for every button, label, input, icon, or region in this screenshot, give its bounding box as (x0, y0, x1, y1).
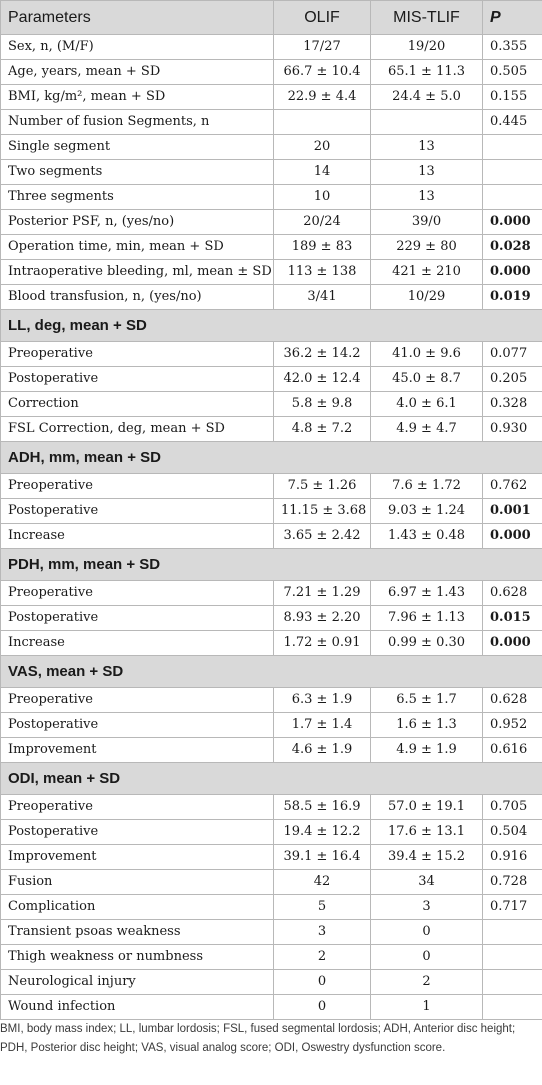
mis-tlif-value: 6.5 ± 1.7 (371, 688, 483, 713)
row-label: Single segment (1, 135, 274, 160)
section-header-row (1, 656, 542, 688)
header-olif: OLIF (274, 1, 371, 35)
olif-value: 42.0 ± 12.4 (274, 367, 371, 392)
mis-tlif-value: 19/20 (371, 35, 483, 60)
p-value: 0.717 (483, 895, 542, 920)
mis-tlif-value: 1.43 ± 0.48 (371, 524, 483, 549)
row-label: Blood transfusion, n, (yes/no) (1, 285, 274, 310)
mis-tlif-value: 0 (371, 945, 483, 970)
olif-value: 8.93 ± 2.20 (274, 606, 371, 631)
p-value (483, 995, 542, 1020)
row-label: Improvement (1, 845, 274, 870)
olif-value: 22.9 ± 4.4 (274, 85, 371, 110)
table-row (1, 606, 542, 631)
row-label: Posterior PSF, n, (yes/no) (1, 210, 274, 235)
section-label: ADH, mm, mean + SD (1, 442, 542, 474)
olif-value: 2 (274, 945, 371, 970)
table-row (1, 688, 542, 713)
table-row (1, 845, 542, 870)
mis-tlif-value: 17.6 ± 13.1 (371, 820, 483, 845)
mis-tlif-value: 2 (371, 970, 483, 995)
row-label: Increase (1, 631, 274, 656)
p-value: 0.628 (483, 688, 542, 713)
table-row (1, 235, 542, 260)
header-p-value: P (483, 1, 542, 35)
row-label: Age, years, mean + SD (1, 60, 274, 85)
row-label: Fusion (1, 870, 274, 895)
p-value: 0.000 (483, 524, 542, 549)
mis-tlif-value: 7.6 ± 1.72 (371, 474, 483, 499)
mis-tlif-value: 41.0 ± 9.6 (371, 342, 483, 367)
row-label: Thigh weakness or numbness (1, 945, 274, 970)
mis-tlif-value: 13 (371, 160, 483, 185)
mis-tlif-value: 0 (371, 920, 483, 945)
olif-value: 10 (274, 185, 371, 210)
p-value (483, 160, 542, 185)
olif-value: 17/27 (274, 35, 371, 60)
table-row (1, 35, 542, 60)
p-value: 0.328 (483, 392, 542, 417)
mis-tlif-value: 13 (371, 135, 483, 160)
olif-value: 14 (274, 160, 371, 185)
p-value: 0.628 (483, 581, 542, 606)
table-row (1, 474, 542, 499)
olif-value: 66.7 ± 10.4 (274, 60, 371, 85)
row-label: Transient psoas weakness (1, 920, 274, 945)
row-label: Postoperative (1, 367, 274, 392)
row-label: Two segments (1, 160, 274, 185)
header-parameters: Parameters (1, 1, 274, 35)
p-value (483, 135, 542, 160)
table-row (1, 417, 542, 442)
mis-tlif-value: 39.4 ± 15.2 (371, 845, 483, 870)
p-value: 0.728 (483, 870, 542, 895)
olif-value: 7.5 ± 1.26 (274, 474, 371, 499)
p-value: 0.762 (483, 474, 542, 499)
row-label: Three segments (1, 185, 274, 210)
p-value (483, 185, 542, 210)
table-row (1, 581, 542, 606)
table-row (1, 895, 542, 920)
table-row (1, 392, 542, 417)
olif-value: 11.15 ± 3.68 (274, 499, 371, 524)
p-value: 0.505 (483, 60, 542, 85)
mis-tlif-value: 3 (371, 895, 483, 920)
p-value: 0.705 (483, 795, 542, 820)
table-row (1, 85, 542, 110)
olif-value: 19.4 ± 12.2 (274, 820, 371, 845)
p-value: 0.001 (483, 499, 542, 524)
olif-value: 189 ± 83 (274, 235, 371, 260)
section-header-row (1, 549, 542, 581)
mis-tlif-value: 4.9 ± 1.9 (371, 738, 483, 763)
p-value: 0.952 (483, 713, 542, 738)
olif-value: 5 (274, 895, 371, 920)
row-label: Preoperative (1, 581, 274, 606)
table-row (1, 499, 542, 524)
row-label: Postoperative (1, 499, 274, 524)
p-value: 0.015 (483, 606, 542, 631)
table-row (1, 367, 542, 392)
table-row (1, 920, 542, 945)
olif-value: 3.65 ± 2.42 (274, 524, 371, 549)
mis-tlif-value: 1.6 ± 1.3 (371, 713, 483, 738)
mis-tlif-value: 4.0 ± 6.1 (371, 392, 483, 417)
table-row (1, 713, 542, 738)
mis-tlif-value: 1 (371, 995, 483, 1020)
olif-value: 20 (274, 135, 371, 160)
mis-tlif-value: 13 (371, 185, 483, 210)
p-value: 0.077 (483, 342, 542, 367)
p-value: 0.445 (483, 110, 542, 135)
table-row (1, 260, 542, 285)
olif-value: 42 (274, 870, 371, 895)
mis-tlif-value: 421 ± 210 (371, 260, 483, 285)
section-label: ODI, mean + SD (1, 763, 542, 795)
table-row (1, 945, 542, 970)
mis-tlif-value: 34 (371, 870, 483, 895)
table-row (1, 60, 542, 85)
p-value: 0.000 (483, 260, 542, 285)
mis-tlif-value: 9.03 ± 1.24 (371, 499, 483, 524)
table-row (1, 285, 542, 310)
table-row (1, 185, 542, 210)
table-row (1, 631, 542, 656)
row-label: Preoperative (1, 795, 274, 820)
mis-tlif-value: 10/29 (371, 285, 483, 310)
p-value (483, 945, 542, 970)
p-value: 0.000 (483, 210, 542, 235)
table-row (1, 970, 542, 995)
table-row (1, 524, 542, 549)
table-row (1, 160, 542, 185)
row-label: Operation time, min, mean + SD (1, 235, 274, 260)
table-row (1, 820, 542, 845)
section-label: LL, deg, mean + SD (1, 310, 542, 342)
olif-value: 58.5 ± 16.9 (274, 795, 371, 820)
row-label: Number of fusion Segments, n (1, 110, 274, 135)
row-label: Correction (1, 392, 274, 417)
table-body (1, 35, 542, 1020)
p-value: 0.028 (483, 235, 542, 260)
section-label: VAS, mean + SD (1, 656, 542, 688)
mis-tlif-value (371, 110, 483, 135)
row-label: Complication (1, 895, 274, 920)
mis-tlif-value: 45.0 ± 8.7 (371, 367, 483, 392)
mis-tlif-value: 4.9 ± 4.7 (371, 417, 483, 442)
row-label: Improvement (1, 738, 274, 763)
p-value: 0.355 (483, 35, 542, 60)
olif-value: 39.1 ± 16.4 (274, 845, 371, 870)
p-value: 0.155 (483, 85, 542, 110)
olif-value: 7.21 ± 1.29 (274, 581, 371, 606)
mis-tlif-value: 229 ± 80 (371, 235, 483, 260)
row-label: Neurological injury (1, 970, 274, 995)
table-row (1, 342, 542, 367)
p-value: 0.019 (483, 285, 542, 310)
table-row (1, 995, 542, 1020)
olif-value: 4.6 ± 1.9 (274, 738, 371, 763)
section-header-row (1, 763, 542, 795)
section-header-row (1, 310, 542, 342)
olif-value: 3 (274, 920, 371, 945)
row-label: Preoperative (1, 342, 274, 367)
table-row (1, 738, 542, 763)
p-value: 0.616 (483, 738, 542, 763)
row-label: Postoperative (1, 820, 274, 845)
row-label: Intraoperative bleeding, ml, mean ± SD (1, 260, 274, 285)
table-row (1, 210, 542, 235)
table-row (1, 870, 542, 895)
table-footnote: BMI, body mass index; LL, lumbar lordosis; FSL, fused segmental lordosis; ADH, Anterior disc height; PDH, Posterior disc height; VAS, visual analog score; ODI, Oswestry dysfunction score. (0, 1023, 516, 1054)
row-label: Sex, n, (M/F) (1, 35, 274, 60)
row-label: Increase (1, 524, 274, 549)
olif-value: 0 (274, 995, 371, 1020)
mis-tlif-value: 57.0 ± 19.1 (371, 795, 483, 820)
mis-tlif-value: 6.97 ± 1.43 (371, 581, 483, 606)
olif-value: 1.72 ± 0.91 (274, 631, 371, 656)
header-mis-tlif: MIS-TLIF (371, 1, 483, 35)
mis-tlif-value: 39/0 (371, 210, 483, 235)
table-row (1, 795, 542, 820)
row-label: BMI, kg/m², mean + SD (1, 85, 274, 110)
table-row (1, 110, 542, 135)
p-value: 0.930 (483, 417, 542, 442)
olif-value (274, 110, 371, 135)
row-label: Postoperative (1, 606, 274, 631)
row-label: Preoperative (1, 688, 274, 713)
table-row (1, 135, 542, 160)
p-value (483, 920, 542, 945)
section-label: PDH, mm, mean + SD (1, 549, 542, 581)
olif-value: 113 ± 138 (274, 260, 371, 285)
olif-value: 1.7 ± 1.4 (274, 713, 371, 738)
p-value: 0.205 (483, 367, 542, 392)
olif-value: 36.2 ± 14.2 (274, 342, 371, 367)
mis-tlif-value: 0.99 ± 0.30 (371, 631, 483, 656)
section-header-row (1, 442, 542, 474)
p-value (483, 970, 542, 995)
p-value: 0.916 (483, 845, 542, 870)
row-label: Postoperative (1, 713, 274, 738)
mis-tlif-value: 24.4 ± 5.0 (371, 85, 483, 110)
olif-value: 4.8 ± 7.2 (274, 417, 371, 442)
olif-value: 5.8 ± 9.8 (274, 392, 371, 417)
row-label: Preoperative (1, 474, 274, 499)
olif-value: 0 (274, 970, 371, 995)
p-value: 0.504 (483, 820, 542, 845)
mis-tlif-value: 7.96 ± 1.13 (371, 606, 483, 631)
olif-value: 6.3 ± 1.9 (274, 688, 371, 713)
row-label: Wound infection (1, 995, 274, 1020)
olif-value: 20/24 (274, 210, 371, 235)
header-row (1, 1, 542, 35)
olif-value: 3/41 (274, 285, 371, 310)
row-label: FSL Correction, deg, mean + SD (1, 417, 274, 442)
mis-tlif-value: 65.1 ± 11.3 (371, 60, 483, 85)
p-value: 0.000 (483, 631, 542, 656)
